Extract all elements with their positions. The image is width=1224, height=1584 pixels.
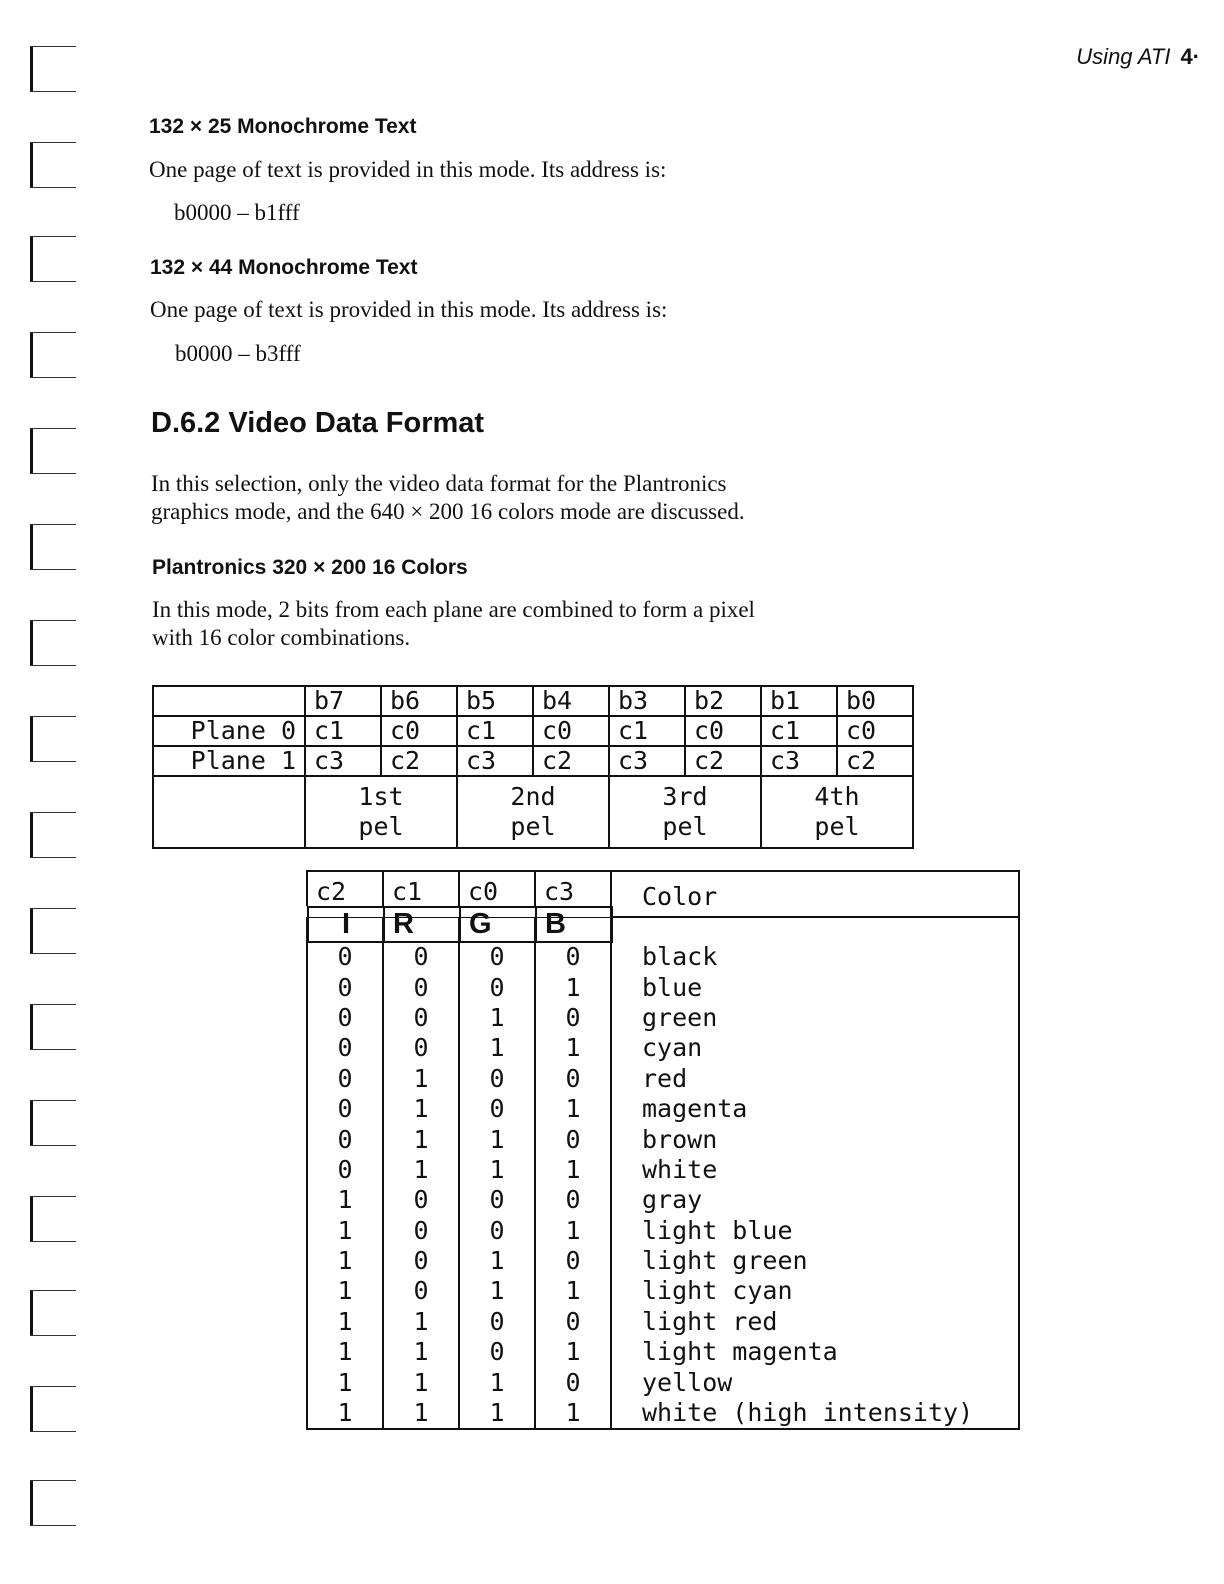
bit-value: 1 xyxy=(535,1276,611,1306)
bit-value: 1 xyxy=(383,1094,459,1124)
plane-cell: c2 xyxy=(533,746,609,776)
bit-value: 1 xyxy=(383,1155,459,1185)
color-name: light cyan xyxy=(611,1276,1019,1306)
section-heading-video-data-format: D.6.2 Video Data Format xyxy=(151,407,485,439)
bit-value: 0 xyxy=(383,972,459,1002)
pel-ordinal: 4th xyxy=(814,782,860,811)
color-name: white (high intensity) xyxy=(611,1398,1019,1429)
binder-mark xyxy=(30,1100,76,1146)
bit-value: 1 xyxy=(383,1124,459,1154)
binder-mark xyxy=(30,1004,76,1050)
bit-value: 1 xyxy=(307,1185,383,1215)
bit-value: 1 xyxy=(307,1367,383,1397)
plane-cell: c3 xyxy=(305,746,381,776)
channel-header: c0 xyxy=(459,871,535,906)
pel-ordinal: 1st xyxy=(358,782,404,811)
bit-value: 1 xyxy=(383,1367,459,1397)
color-name: magenta xyxy=(611,1094,1019,1124)
color-name: light magenta xyxy=(611,1337,1019,1367)
bit-value: 0 xyxy=(383,1033,459,1063)
color-row xyxy=(307,1216,1019,1246)
bit-value: 1 xyxy=(535,1155,611,1185)
bit-value: 0 xyxy=(307,1124,383,1154)
plantronics-line-2: with 16 color combinations. xyxy=(152,625,411,650)
bit-value: 1 xyxy=(459,1398,535,1429)
color-row xyxy=(307,1367,1019,1397)
bit-value: 0 xyxy=(535,1064,611,1094)
bit-value: 0 xyxy=(535,1003,611,1033)
channel-letter: B xyxy=(536,907,612,942)
section-heading-132x44: 132 × 44 Monochrome Text xyxy=(150,256,418,279)
plane-cell: c1 xyxy=(761,716,837,746)
pel-word: pel xyxy=(814,812,860,841)
channel-header: c2 xyxy=(307,871,383,906)
bit-value: 1 xyxy=(383,1064,459,1094)
pel-cell xyxy=(457,776,609,848)
binder-mark xyxy=(30,332,76,378)
color-row xyxy=(307,1185,1019,1215)
plane-label: Plane 1 xyxy=(153,746,305,776)
plane-label: Plane 0 xyxy=(153,716,305,746)
bit-header: b0 xyxy=(837,686,913,716)
pel-word: pel xyxy=(358,812,404,841)
intro-line-2: graphics mode, and the 640 × 200 16 colors mode are discussed. xyxy=(151,499,745,524)
channel-letter: G xyxy=(460,907,536,942)
bit-value: 1 xyxy=(535,1337,611,1367)
channel-letter: I xyxy=(308,907,384,942)
binder-mark xyxy=(30,1386,76,1432)
bit-value: 0 xyxy=(383,1276,459,1306)
bit-header: b2 xyxy=(685,686,761,716)
color-name: red xyxy=(611,1064,1019,1094)
bit-value: 0 xyxy=(307,972,383,1002)
color-row xyxy=(307,972,1019,1002)
bit-header: b1 xyxy=(761,686,837,716)
section-heading-plantronics: Plantronics 320 × 200 16 Colors xyxy=(152,556,468,579)
color-row xyxy=(307,1398,1019,1429)
color-name: green xyxy=(611,1003,1019,1033)
bit-value: 0 xyxy=(459,942,535,972)
binder-mark xyxy=(30,1196,76,1242)
color-row xyxy=(307,1124,1019,1154)
color-header-row-bottom xyxy=(307,906,613,943)
plane-cell: c3 xyxy=(761,746,837,776)
color-header-row-top xyxy=(307,871,1019,906)
pel-row xyxy=(153,776,913,848)
plane-cell: c1 xyxy=(457,716,533,746)
color-row xyxy=(307,1155,1019,1185)
bit-header: b7 xyxy=(305,686,381,716)
color-name: gray xyxy=(611,1185,1019,1215)
plane-cell: c2 xyxy=(381,746,457,776)
bit-value: 1 xyxy=(307,1276,383,1306)
plane-0-row xyxy=(153,716,913,746)
page-number: 4· xyxy=(1180,44,1200,69)
pel-cell xyxy=(305,776,457,848)
plane-1-row xyxy=(153,746,913,776)
pel-word: pel xyxy=(510,812,556,841)
color-name: light blue xyxy=(611,1216,1019,1246)
binder-mark xyxy=(30,46,76,92)
bit-value: 0 xyxy=(307,1064,383,1094)
binder-mark xyxy=(30,716,76,762)
bit-value: 0 xyxy=(535,1246,611,1276)
plane-cell: c2 xyxy=(685,746,761,776)
plane-cell: c0 xyxy=(381,716,457,746)
bit-value: 1 xyxy=(459,1246,535,1276)
binder-mark xyxy=(30,908,76,954)
color-row xyxy=(307,1064,1019,1094)
bit-value: 0 xyxy=(383,1216,459,1246)
binder-mark xyxy=(30,142,76,188)
bit-header: b3 xyxy=(609,686,685,716)
color-rows xyxy=(307,942,1019,1429)
running-head-title: Using ATI xyxy=(1076,44,1171,69)
plane-cell: c2 xyxy=(837,746,913,776)
plane-cell: c1 xyxy=(305,716,381,746)
color-table xyxy=(306,870,1020,1430)
pel-ordinal: 3rd xyxy=(662,782,708,811)
plane-cell: c3 xyxy=(609,746,685,776)
bit-value: 0 xyxy=(383,942,459,972)
bit-value: 0 xyxy=(459,972,535,1002)
bit-value: 0 xyxy=(535,1307,611,1337)
plane-cell: c3 xyxy=(457,746,533,776)
bit-value: 0 xyxy=(307,942,383,972)
bit-value: 0 xyxy=(383,1246,459,1276)
color-row xyxy=(307,1003,1019,1033)
bit-value: 1 xyxy=(459,1155,535,1185)
color-row xyxy=(307,1276,1019,1306)
bit-value: 1 xyxy=(535,1398,611,1429)
address-range-132x44: b0000 – b3fff xyxy=(175,341,301,366)
bit-value: 1 xyxy=(535,1216,611,1246)
bit-header: b6 xyxy=(381,686,457,716)
intro-line-1: In this selection, only the video data format for the Plantronics xyxy=(151,471,727,496)
binder-mark xyxy=(30,812,76,858)
bit-value: 0 xyxy=(535,1367,611,1397)
color-row xyxy=(307,1033,1019,1063)
bit-value: 0 xyxy=(383,1003,459,1033)
bit-value: 1 xyxy=(459,1367,535,1397)
bit-value: 1 xyxy=(307,1307,383,1337)
bit-value: 1 xyxy=(307,1216,383,1246)
bit-value: 0 xyxy=(459,1094,535,1124)
color-name: light green xyxy=(611,1246,1019,1276)
bit-value: 1 xyxy=(535,1033,611,1063)
corner-cell xyxy=(153,686,305,716)
pel-ordinal: 2nd xyxy=(510,782,556,811)
bit-value: 1 xyxy=(459,1124,535,1154)
color-row xyxy=(307,942,1019,972)
color-name: cyan xyxy=(611,1033,1019,1063)
binder-mark xyxy=(30,236,76,282)
bit-value: 1 xyxy=(383,1398,459,1429)
binder-mark xyxy=(30,620,76,666)
binder-mark xyxy=(30,1480,76,1526)
bit-value: 1 xyxy=(459,1033,535,1063)
color-row xyxy=(307,1094,1019,1124)
bit-value: 0 xyxy=(307,1094,383,1124)
pel-cell xyxy=(761,776,913,848)
bit-value: 0 xyxy=(535,942,611,972)
binder-mark xyxy=(30,524,76,570)
bit-value: 0 xyxy=(307,1155,383,1185)
plantronics-line-1: In this mode, 2 bits from each plane are combined to form a pixel xyxy=(152,597,755,622)
bit-value: 1 xyxy=(307,1398,383,1429)
channel-header: c1 xyxy=(383,871,459,906)
color-name: brown xyxy=(611,1124,1019,1154)
section-body-132x25: One page of text is provided in this mode. Its address is: xyxy=(149,157,667,182)
color-name: white xyxy=(611,1155,1019,1185)
plane-cell: c1 xyxy=(609,716,685,746)
channel-header: c3 xyxy=(535,871,611,906)
bit-value: 0 xyxy=(307,1033,383,1063)
plane-bit-table xyxy=(152,685,914,849)
bit-header: b4 xyxy=(533,686,609,716)
plane-cell: c0 xyxy=(533,716,609,746)
bit-value: 0 xyxy=(459,1337,535,1367)
color-name: black xyxy=(611,942,1019,972)
bit-value: 0 xyxy=(307,1003,383,1033)
bit-value: 1 xyxy=(535,1094,611,1124)
bit-value: 0 xyxy=(459,1307,535,1337)
pel-word: pel xyxy=(662,812,708,841)
address-range-132x25: b0000 – b1fff xyxy=(174,200,300,225)
color-row xyxy=(307,1307,1019,1337)
color-row xyxy=(307,1337,1019,1367)
bit-header-row xyxy=(153,686,913,716)
bit-value: 0 xyxy=(459,1185,535,1215)
binder-mark xyxy=(30,428,76,474)
pel-cell xyxy=(609,776,761,848)
color-row xyxy=(307,1246,1019,1276)
bit-value: 1 xyxy=(535,972,611,1002)
section-heading-132x25: 132 × 25 Monochrome Text xyxy=(149,115,417,138)
channel-letter: R xyxy=(384,907,460,942)
color-name: yellow xyxy=(611,1367,1019,1397)
color-header: Color xyxy=(611,871,1019,917)
bit-value: 0 xyxy=(459,1216,535,1246)
running-head xyxy=(1076,44,1200,70)
bit-value: 1 xyxy=(459,1003,535,1033)
bit-value: 0 xyxy=(459,1064,535,1094)
bit-value: 0 xyxy=(535,1185,611,1215)
bit-value: 1 xyxy=(307,1337,383,1367)
plane-cell: c0 xyxy=(685,716,761,746)
plane-cell: c0 xyxy=(837,716,913,746)
bit-value: 0 xyxy=(535,1124,611,1154)
color-name: blue xyxy=(611,972,1019,1002)
bit-value: 0 xyxy=(383,1185,459,1215)
bit-value: 1 xyxy=(383,1307,459,1337)
bit-value: 1 xyxy=(383,1337,459,1367)
section-body-132x44: One page of text is provided in this mode. Its address is: xyxy=(150,297,668,322)
bit-header: b5 xyxy=(457,686,533,716)
bit-value: 1 xyxy=(459,1276,535,1306)
bit-value: 1 xyxy=(307,1246,383,1276)
binder-mark xyxy=(30,1290,76,1336)
color-name: light red xyxy=(611,1307,1019,1337)
empty-cell xyxy=(153,776,305,848)
spacer-cell xyxy=(611,917,1019,942)
